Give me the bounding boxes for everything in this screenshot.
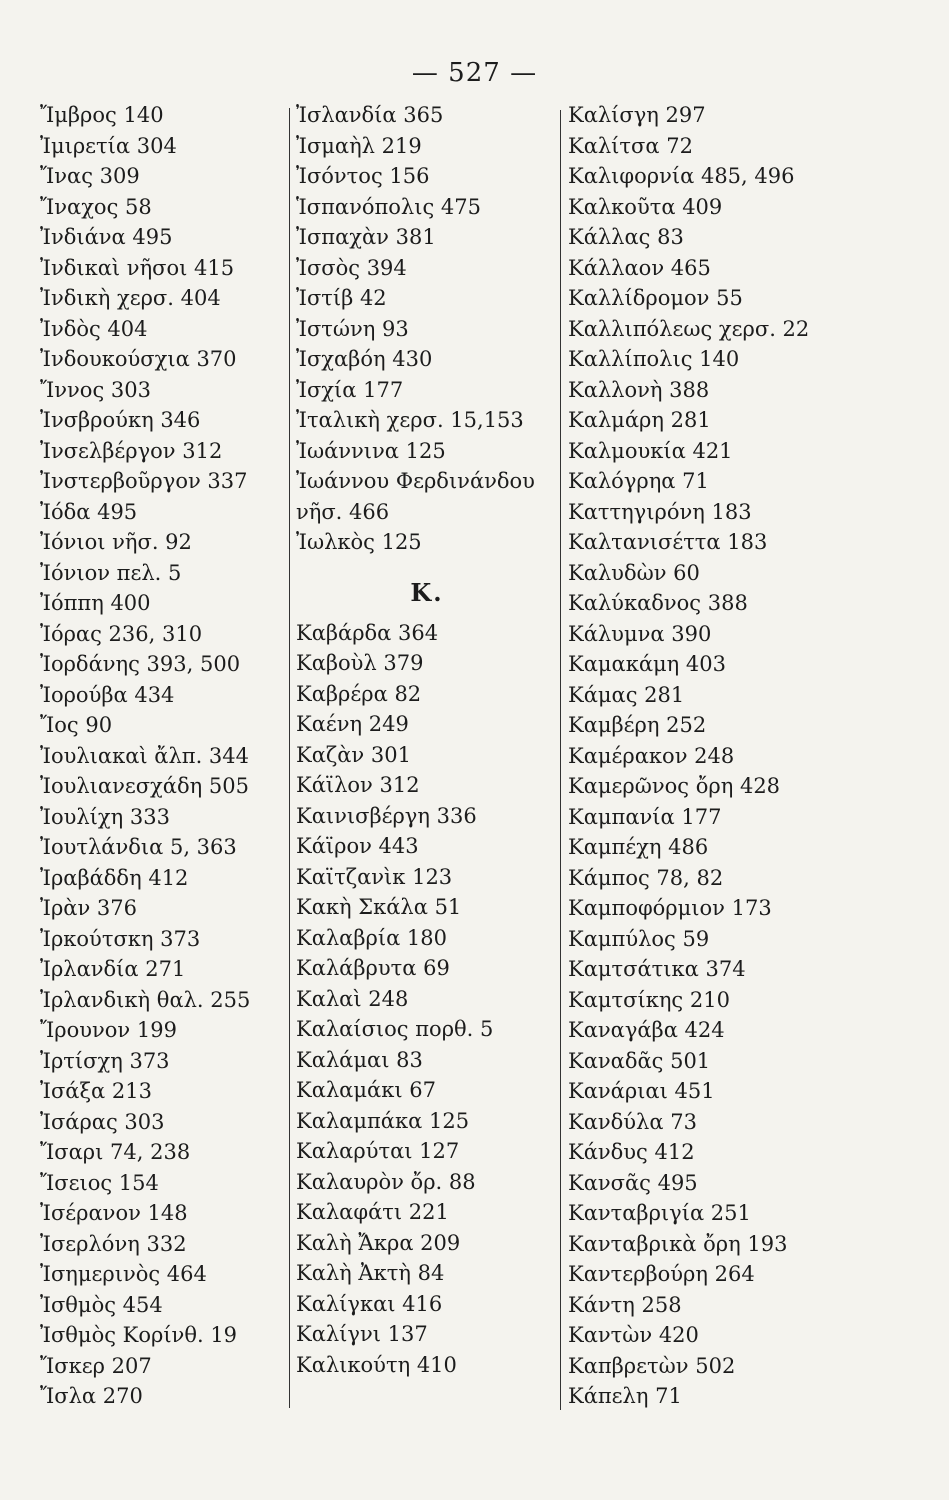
index-entry: Καλλίδρομον 55 — [568, 286, 743, 310]
index-entry: Ἰσερλόνη 332 — [40, 1231, 187, 1256]
index-entry: Ἰρλανδία 271 — [40, 957, 186, 981]
index-entry: Καλικούτη 410 — [296, 1352, 457, 1377]
index-entry: Ἰορδάνης 393, 500 — [40, 652, 241, 676]
index-column-3 — [568, 100, 838, 1412]
index-entry: Ἰορούβα 434 — [40, 682, 175, 707]
index-entry: Ἴμβρος 140 — [40, 103, 164, 127]
index-entry: Καμτσίκης 210 — [568, 987, 730, 1012]
index-entry: Καλκοῦτα 409 — [568, 194, 723, 219]
index-entry: Κάμπος 78, 82 — [568, 865, 724, 890]
index-entry: Καϊτζανὶκ 123 — [296, 864, 453, 889]
index-entry: Ἰνστερβοῦργον 337 — [40, 469, 248, 493]
index-entry: Καινισβέργη 336 — [296, 803, 477, 828]
column-divider — [560, 110, 561, 1410]
index-entry: Κανδύλα 73 — [568, 1109, 697, 1134]
index-entry: Καένη 249 — [296, 712, 409, 736]
index-entry: Καλλίπολις 140 — [568, 347, 740, 371]
index-entry: Καλόγρηα 71 — [568, 469, 709, 493]
section-letter: Κ. — [410, 577, 444, 607]
index-entry: Ἰνδιάνα 495 — [40, 225, 173, 249]
index-entry: Καλίτσα 72 — [568, 133, 693, 158]
index-entry: Ἰρκούτσκη 373 — [40, 926, 201, 951]
index-entry: Κάϊλον 312 — [296, 773, 420, 797]
index-entry: Ἰνδικὴ χερσ. 404 — [40, 286, 221, 310]
index-entry: Καττηγιρόνη 183 — [568, 499, 752, 524]
index-entry: Καλαμπάκα 125 — [296, 1108, 470, 1133]
index-entry: Ἴννος 303 — [40, 377, 151, 402]
index-entry: Κανσᾶς 495 — [568, 1170, 698, 1195]
index-entry: Κανταβρικὰ ὄρη 193 — [568, 1231, 788, 1256]
index-entry: Ἰνδικαὶ νῆσοι 415 — [40, 255, 235, 280]
index-entry: Ἰνδουκούσχια 370 — [40, 347, 237, 371]
index-entry: Καλάμαι 83 — [296, 1047, 423, 1072]
index-entry: Ἴσαρι 74, 238 — [40, 1140, 191, 1164]
index-entry: Ἰραβάδδη 412 — [40, 865, 189, 890]
index-entry: Ἰσλανδία 365 — [296, 103, 444, 127]
index-entry: Κάλλας 83 — [568, 225, 684, 249]
index-entry: Καμποφόρμιον 173 — [568, 896, 772, 920]
index-entry: Ἰσέρανον 148 — [40, 1201, 188, 1225]
index-entry: Καλαυρὸν ὄρ. 88 — [296, 1169, 476, 1194]
index-entry: Ἰσσὸς 394 — [296, 255, 407, 280]
index-entry: Ἴσλα 270 — [40, 1384, 143, 1408]
index-entry: Ἰσθμὸς Κορίνθ. 19 — [40, 1323, 238, 1347]
index-entry: Καλίγκαι 416 — [296, 1291, 443, 1316]
index-entry: Ἰουλιακαὶ ἄλπ. 344 — [40, 743, 250, 768]
index-entry: Ἰστίβ 42 — [296, 286, 387, 310]
index-entry: Ἰταλικὴ χερσ. 15,153 — [296, 408, 524, 432]
index-entry: Ἴνας 309 — [40, 164, 140, 188]
index-entry: Κανταβριγία 251 — [568, 1201, 751, 1225]
index-entry: Ἰρὰν 376 — [40, 896, 137, 920]
index-entry: Ἰωάννου Φερδινάνδου — [296, 469, 535, 493]
index-entry: Ἰσόντος 156 — [296, 164, 430, 188]
index-entry: Καμερῶνος ὄρη 428 — [568, 774, 781, 798]
index-entry: Καντὼν 420 — [568, 1323, 699, 1347]
index-entry: Ἰστώνη 93 — [296, 316, 409, 341]
index-entry: Καλάβρυτα 69 — [296, 956, 450, 980]
index-entry: Ἰωάννινα 125 — [296, 438, 446, 463]
index-entry: Κακὴ Σκάλα 51 — [296, 895, 462, 919]
index-entry: Καναγάβα 424 — [568, 1018, 725, 1042]
index-entry: Ἰόδα 495 — [40, 499, 138, 524]
index-entry: Κάνδυς 412 — [568, 1140, 695, 1164]
index-entry: Ἴος 90 — [40, 713, 113, 737]
index-entry: Καλίσγη 297 — [568, 103, 706, 127]
index-entry: Καλὴ Ἄκρα 209 — [296, 1230, 461, 1255]
index-entry: Καλαίσιος πορθ. 5 — [296, 1017, 494, 1041]
index-entry: Καλλιπόλεως χερσ. 22 — [568, 316, 810, 341]
index-entry: Ἰρλανδικὴ θαλ. 255 — [40, 987, 251, 1012]
index-entry: Ἰσχαβόη 430 — [296, 347, 433, 371]
index-entry: Ἰουλιανεσχάδη 505 — [40, 774, 249, 798]
index-entry: Ἱσπανόπολις 475 — [296, 194, 481, 219]
page-number: — 527 — — [411, 58, 538, 88]
index-entry: Ἰνδὸς 404 — [40, 316, 148, 341]
index-entry: Ἰνσβρούκη 346 — [40, 408, 201, 432]
index-entry: Καμβέρη 252 — [568, 713, 707, 737]
index-entry: Ἰσπαχὰν 381 — [296, 225, 436, 249]
index-entry: Κάϊρον 443 — [296, 834, 419, 858]
index-entry: Καλιφορνία 485, 496 — [568, 164, 795, 188]
index-entry: Καμπέχη 486 — [568, 835, 709, 859]
index-entry: Ἰουτλάνδια 5, 363 — [40, 835, 237, 859]
index-entry: Καβοὺλ 379 — [296, 651, 424, 675]
index-entry: Κάπελη 71 — [568, 1384, 682, 1408]
index-entry: Ἰόνιον πελ. 5 — [40, 560, 182, 585]
index-entry: Καβρέρα 82 — [296, 681, 422, 706]
index-entry: Κάλυμνα 390 — [568, 621, 712, 646]
index-entry: Καβάρδα 364 — [296, 620, 439, 645]
index-column-2-top — [296, 100, 558, 558]
index-entry: Καλμουκία 421 — [568, 438, 733, 463]
index-entry: Καμακάμη 403 — [568, 652, 726, 676]
index-entry: Ἴρουνον 199 — [40, 1018, 177, 1042]
index-entry: Καλὴ Ἀκτὴ 84 — [296, 1261, 445, 1285]
index-entry: Ἰσχία 177 — [296, 377, 404, 402]
index-entry: Καμέρακον 248 — [568, 743, 735, 768]
index-entry: Καπβρετὼν 502 — [568, 1353, 736, 1378]
index-entry: Καζὰν 301 — [296, 742, 411, 767]
index-entry: Καλαφάτι 221 — [296, 1200, 449, 1224]
index-entry: Καλαρύται 127 — [296, 1139, 460, 1163]
index-entry: Ἰσμαὴλ 219 — [296, 133, 422, 158]
index-entry: Ἰόρας 236, 310 — [40, 621, 203, 646]
index-entry: Καλτανισέττα 183 — [568, 530, 768, 554]
index-entry: Καλύκαδνος 388 — [568, 591, 748, 615]
index-entry: Καλμάρη 281 — [568, 408, 711, 432]
index-entry: Καντερβούρη 264 — [568, 1262, 755, 1286]
index-entry: Ἴσκερ 207 — [40, 1353, 152, 1378]
index-entry: Ἰσημερινὸς 464 — [40, 1262, 207, 1286]
index-entry: Ἰσάξα 213 — [40, 1079, 152, 1103]
index-entry: νῆσ. 466 — [296, 499, 390, 524]
index-entry: Καλαμάκι 67 — [296, 1078, 436, 1102]
index-entry: Ἰόππη 400 — [40, 591, 151, 615]
index-entry: Κάντη 258 — [568, 1292, 682, 1317]
index-entry: Κάλλαον 465 — [568, 255, 711, 280]
index-column-1 — [40, 100, 290, 1412]
index-entry: Ἰρτίσχη 373 — [40, 1048, 170, 1073]
index-entry: Ἰμιρετία 304 — [40, 133, 177, 158]
index-entry: Ἴσειος 154 — [40, 1170, 159, 1195]
index-entry: Καλυδὼν 60 — [568, 560, 700, 585]
index-entry: Καναδᾶς 501 — [568, 1048, 711, 1073]
index-entry: Κανάριαι 451 — [568, 1079, 715, 1103]
index-entry: Καλλονὴ 388 — [568, 377, 710, 402]
index-entry: Ἰόνιοι νῆσ. 92 — [40, 530, 192, 554]
index-column-2-bottom — [296, 618, 558, 1381]
index-entry: Ἰουλίχη 333 — [40, 804, 170, 829]
index-entry: Ἰωλκὸς 125 — [296, 530, 422, 554]
index-entry: Καλαβρία 180 — [296, 925, 448, 950]
index-column-2 — [296, 100, 558, 1380]
index-entry: Ἴναχος 58 — [40, 194, 152, 219]
index-entry: Κάμας 281 — [568, 682, 685, 707]
index-entry: Ἰσάρας 303 — [40, 1109, 165, 1134]
index-entry: Καμπύλος 59 — [568, 926, 710, 951]
index-entry: Καμπανία 177 — [568, 804, 722, 829]
index-entry: Καλίγνι 137 — [296, 1322, 428, 1346]
index-entry: Καμτσάτικα 374 — [568, 957, 746, 981]
index-entry: Ἰνσελβέργον 312 — [40, 438, 223, 463]
index-entry: Ἰσθμὸς 454 — [40, 1292, 163, 1317]
index-entry: Καλαὶ 248 — [296, 986, 409, 1011]
